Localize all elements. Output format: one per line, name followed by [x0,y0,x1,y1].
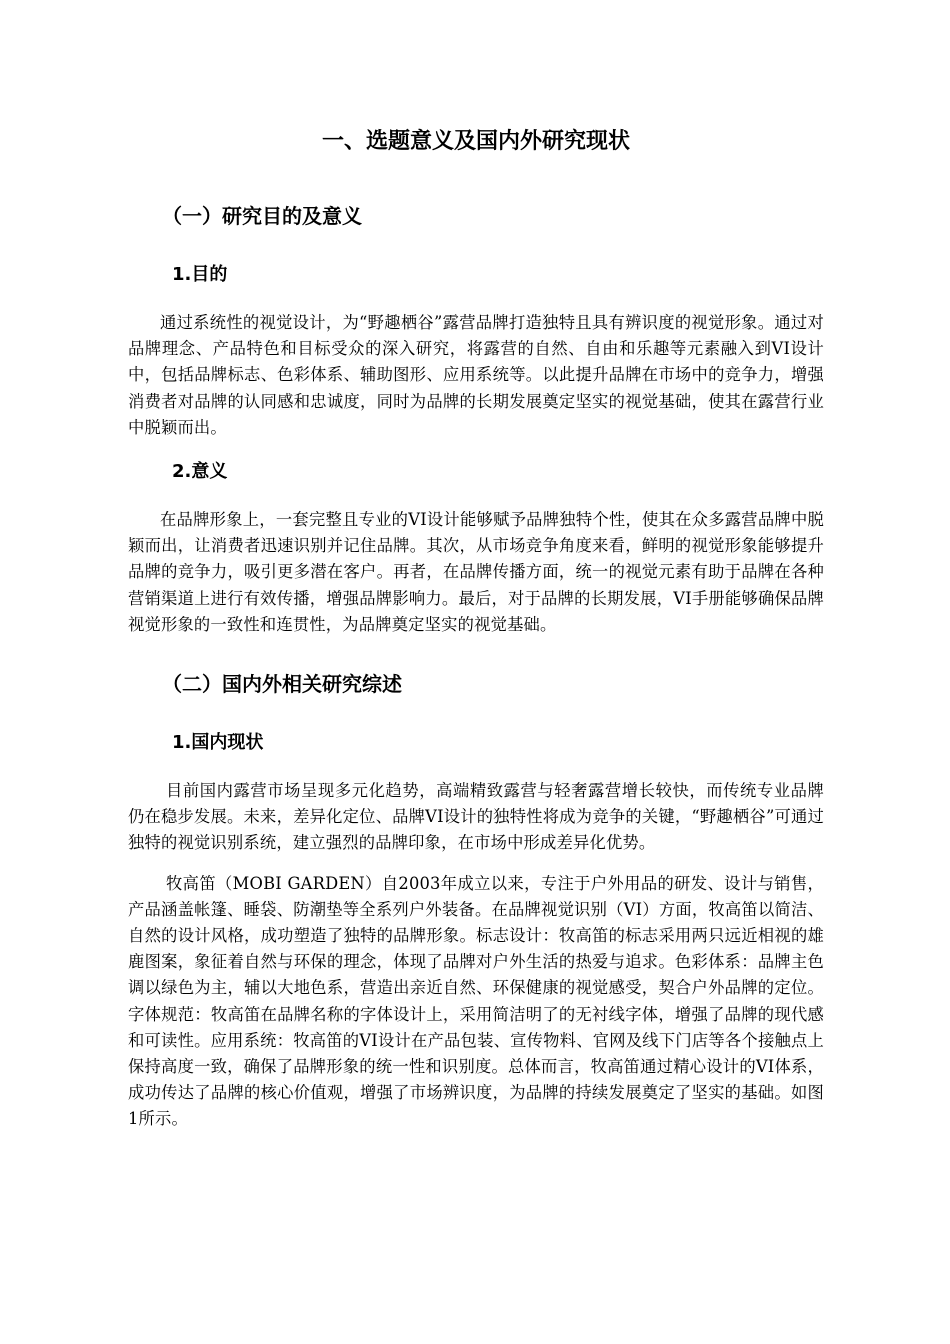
paragraph-purpose: 通过系统性的视觉设计，为“野趣栖谷”露营品牌打造独特且具有辨识度的视觉形象。通过对品牌理念、产品特色和目标受众的深入研究，将露营的自然、自由和乐趣等元素融入到VI设计中，包括品牌标志、色彩体系、辅助图形、应用系统等。以此提升品牌在市场中的竞争力，增强消费者对品牌的认同感和忠诚度，同时为品牌的长期发展奠定坚实的视觉基础，使其在露营行业中脱颖而出。 [128,313,824,437]
paragraph-mobi-garden: 牧高笛（MOBI GARDEN）自2003年成立以来，专注于户外用品的研发、设计与销售，产品涵盖帐篷、睡袋、防潮垫等全系列户外装备。在品牌视觉识别（VI）方面，牧高笛以简洁、自然的设计风格，成功塑造了独特的品牌形象。标志设计：牧高笛的标志采用两只远近相视的雄鹿图案，象征着自然与环保的理念，体现了品牌对户外生活的热爱与追求。色彩体系：品牌主色调以绿色为主，辅以大地色系，营造出亲近自然、环保健康的视觉感受，契合户外品牌的定位。字体规范：牧高笛在品牌名称的字体设计上，采用简洁明了的无衬线字体，增强了品牌的现代感和可读性。应用系统：牧高笛的VI设计在产品包装、宣传物料、官网及线下门店等各个接触点上保持高度一致，确保了品牌形象的统一性和识别度。总体而言，牧高笛通过精心设计的VI体系，成功传达了品牌的核心价值观，增强了市场辨识度，为品牌的持续发展奠定了坚实的基础。如图1所示。 [128,873,824,1129]
item-title-significance: 2.意义 [172,461,228,483]
item-title-domestic-status: 1.国内现状 [172,732,264,754]
paragraph-significance: 在品牌形象上，一套完整且专业的VI设计能够赋予品牌独特个性，使其在众多露营品牌中脱颖而出，让消费者迅速识别并记住品牌。其次，从市场竞争角度来看，鲜明的视觉形象能够提升品牌的竞争力，吸引更多潜在客户。再者，在品牌传播方面，统一的视觉元素有助于品牌在各种营销渠道上进行有效传播，增强品牌影响力。最后，对于品牌的长期发展，VI手册能够确保品牌视觉形象的一致性和连贯性，为品牌奠定坚实的视觉基础。 [128,510,824,634]
item-title-purpose: 1.目的 [172,264,228,285]
subsection-title-research-review: （二）国内外相关研究综述 [162,672,402,697]
paragraph-domestic-market: 目前国内露营市场呈现多元化趋势，高端精致露营与轻奢露营增长较快，而传统专业品牌仍在稳步发展。未来，差异化定位、品牌VI设计的独特性将成为竞争的关键，“野趣栖谷”可通过独特的视觉识别系统，建立强烈的品牌印象，在市场中形成差异化优势。 [128,781,824,853]
subsection-title-purpose-significance: （一）研究目的及意义 [162,204,362,228]
section-title: 一、选题意义及国内外研究现状 [321,129,630,154]
document-content [128,122,824,1147]
